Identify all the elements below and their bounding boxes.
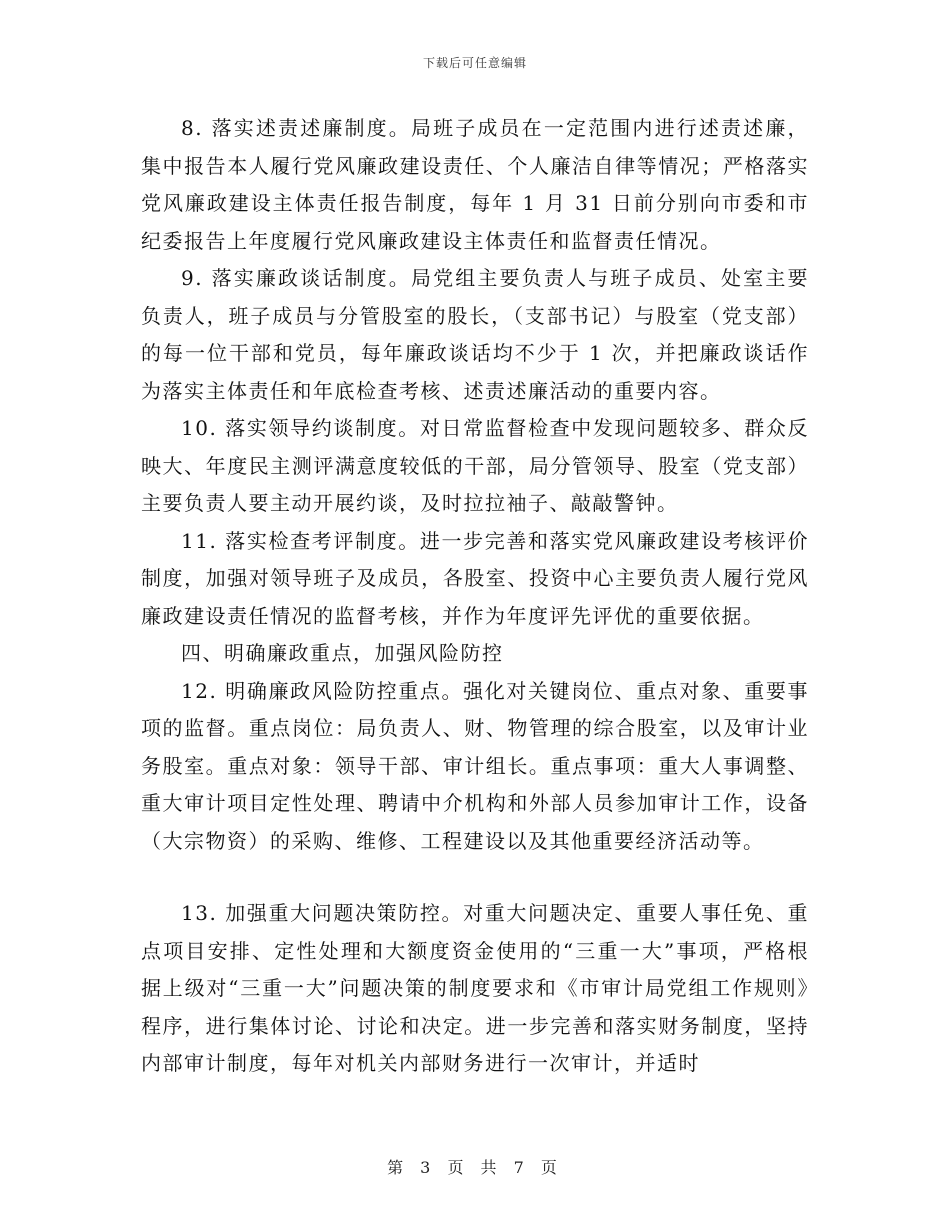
paragraph-12: 12. 明确廉政风险防控重点。强化对关键岗位、重点对象、重要事项的监督。重点岗位：局负责人、财、物管理的综合股室，以及审计业务股室。重点对象：领导干部、审计组长。重点事项：重大人事调整、重大审计项目定性处理、聘请中介机构和外部人员参加审计工作，设备（大宗物资）的采购、维修、工程建设以及其他重要经济活动等。 xyxy=(141,678,809,853)
document-body xyxy=(141,110,809,1083)
paragraph-spacer xyxy=(141,860,809,895)
paragraph-8: 8. 落实述责述廉制度。局班子成员在一定范围内进行述责述廉，集中报告本人履行党风廉政建设责任、个人廉洁自律等情况；严格落实党风廉政建设主体责任报告制度，每年 1 月 31 日前分别向市委和市纪委报告上年度履行党风廉政建设主体责任和监督责任情况。 xyxy=(141,116,809,253)
paragraph-9: 9. 落实廉政谈话制度。局党组主要负责人与班子成员、处室主要负责人，班子成员与分管股室的股长，（支部书记）与股室（党支部）的每一位干部和党员，每年廉政谈话均不少于 1 次，并把廉政谈话作为落实主体责任和年底检查考核、述责述廉活动的重要内容。 xyxy=(141,266,809,403)
paragraph-10: 10. 落实领导约谈制度。对日常监督检查中发现问题较多、群众反映大、年度民主测评满意度较低的干部，局分管领导、股室（党支部）主要负责人要主动开展约谈，及时拉拉袖子、敲敲警钟。 xyxy=(141,416,809,515)
page-number: 第 3 页 共 7 页 xyxy=(387,1158,563,1177)
paragraph-13: 13. 加强重大问题决策防控。对重大问题决定、重要人事任免、重点项目安排、定性处理和大额度资金使用的“三重一大”事项，严格根据上级对“三重一大”问题决策的制度要求和《市审计局党组工作规则》程序，进行集体讨论、讨论和决定。进一步完善和落实财务制度，坚持内部审计制度，每年对机关内部财务进行一次审计，并适时 xyxy=(141,901,809,1075)
section-heading-4: 四、明确廉政重点，加强风险防控 xyxy=(181,641,504,665)
paragraph-11: 11. 落实检查考评制度。进一步完善和落实党风廉政建设考核评价制度，加强对领导班子及成员，各股室、投资中心主要负责人履行党风廉政建设责任情况的监督考核，并作为年度评先评优的重要依据。 xyxy=(141,528,809,628)
header-note: 下载后可任意编辑 xyxy=(422,56,527,70)
